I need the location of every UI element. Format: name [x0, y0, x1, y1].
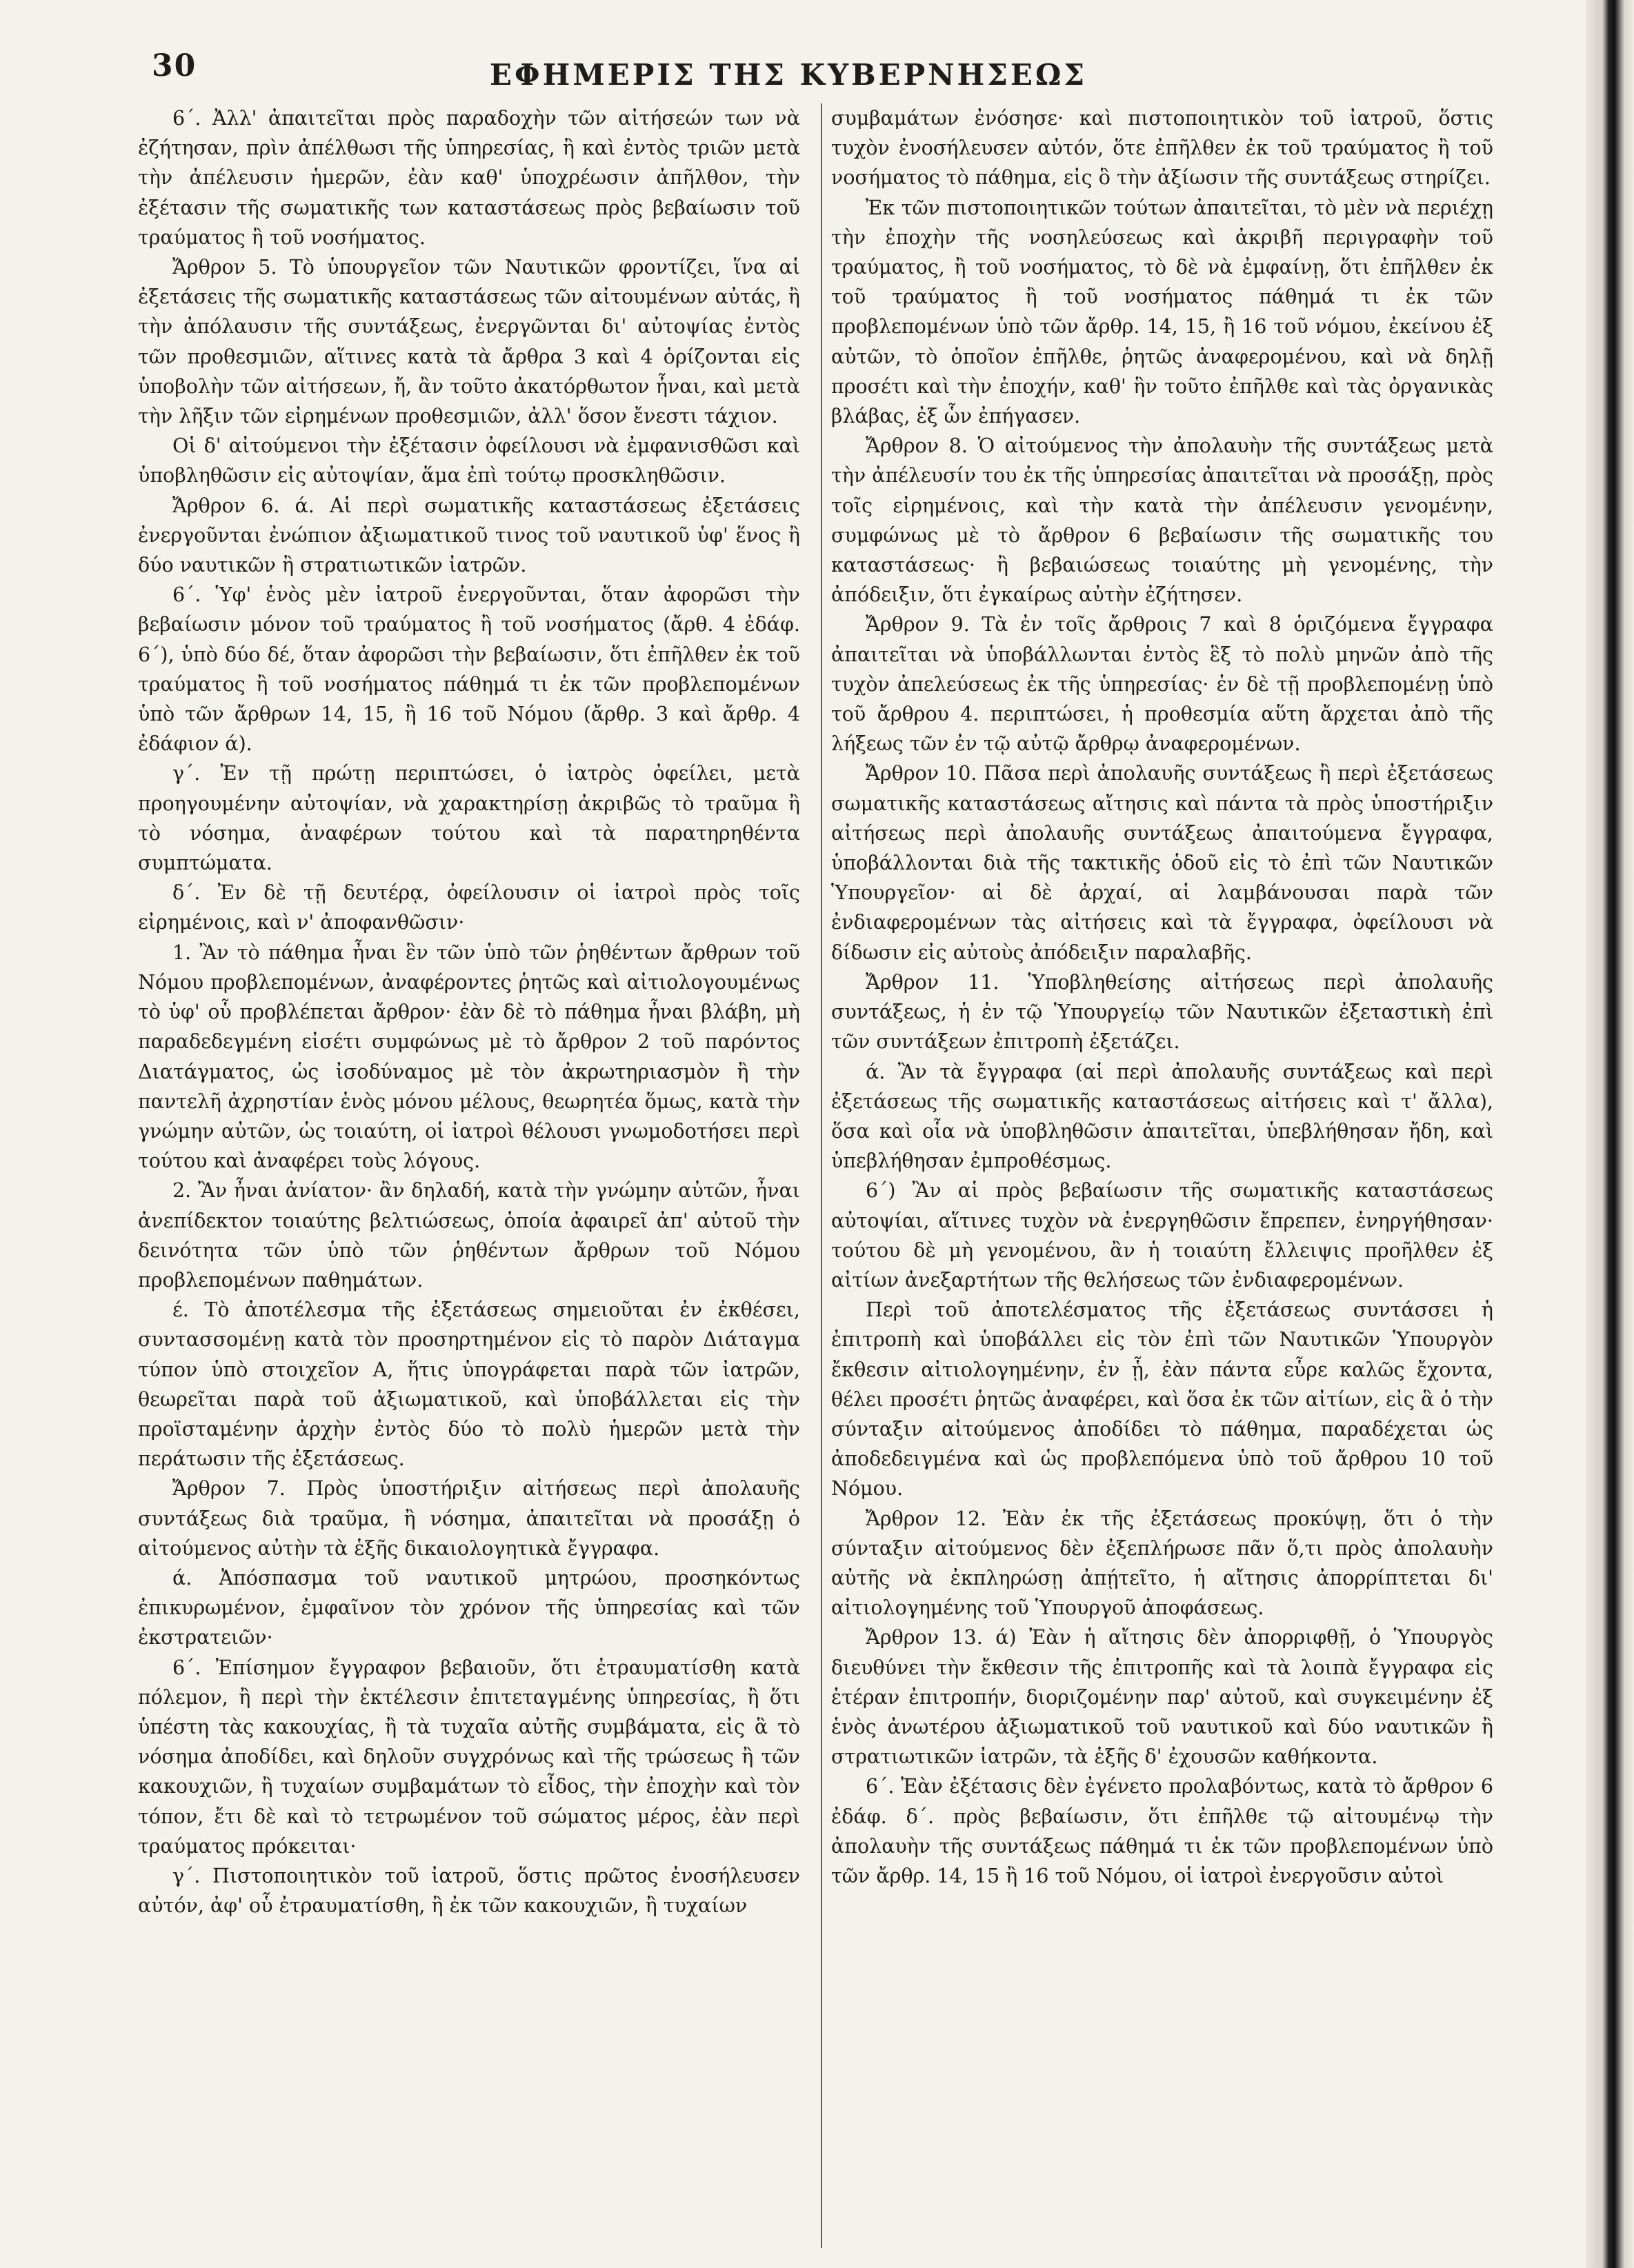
left-paragraph: 6΄. Ὑφ' ἑνὸς μὲν ἰατροῦ ἐνεργοῦνται, ὅταν ἀφορῶσι τὴν βεβαίωσιν μόνον τοῦ τραύματος ἢ τοῦ νοσήματος (ἄρθ. 4 ἐδάφ. 6΄), ὑπὸ δύο δέ, ὅταν ἀφορῶσι τὴν βεβαίωσιν, ὅτι ἐπῆλθεν ἐκ τοῦ τραύματος ἢ τοῦ νοσήματος πάθημά τι ἐκ τῶν προβλεπομένων ὑπὸ τῶν ἄρθρων 14, 15, ἢ 16 τοῦ Νόμου (ἄρθρ. 3 καὶ ἄρθρ. 4 ἐδάφιον ά).: [138, 583, 800, 756]
left-paragraph: δ΄. Ἐν δὲ τῇ δευτέρᾳ, ὀφείλουσιν οἱ ἰατροὶ πρὸς τοῖς εἰρημένοις, καὶ ν' ἀποφανθῶσιν·: [138, 881, 800, 934]
right-paragraph: Ἄρθρον 11. Ὑποβληθείσης αἰτήσεως περὶ ἀπολαυῆς συντάξεως, ἡ ἐν τῷ Ὑπουργείῳ τῶν Ναυτικῶν ἐξεταστικὴ ἐπὶ τῶν συντάξεων ἐπιτροπὴ ἐξετάζει.: [831, 970, 1493, 1054]
right-column: [831, 103, 1493, 2248]
left-paragraph: γ΄. Πιστοποιητικὸν τοῦ ἰατροῦ, ὅστις πρῶτος ἐνοσήλευσεν αὐτόν, ἀφ' οὗ ἐτραυματίσθη, ἢ ἐκ τῶν κακουχιῶν, ἢ τυχαίων: [138, 1864, 800, 1918]
right-paragraph: Ἐκ τῶν πιστοποιητικῶν τούτων ἀπαιτεῖται, τὸ μὲν νὰ περιέχῃ τὴν ἐποχὴν τῆς νοσηλεύσεως καὶ ἀκριβῆ περιγραφὴν τοῦ τραύματος, ἢ τοῦ νοσήματος, τὸ δὲ νὰ ἐμφαίνῃ, ὅτι ἐπῆλθεν ἐκ τοῦ τραύματος ἢ τοῦ νοσήματος πάθημά τι ἐκ τῶν προβλεπομένων ὑπὸ τῶν ἄρθρ. 14, 15, ἢ 16 τοῦ νόμου, ἐκείνου ἐξ αὐτῶν, τὸ ὁποῖον ἐπῆλθε, ῥητῶς ἀναφερομένου, καὶ νὰ δηλῇ προσέτι καὶ τὴν ἐποχήν, καθ' ἣν τοῦτο ἐπῆλθε καὶ τὰς ὀργανικὰς βλάβας, ἐξ ὧν ἐπήγασεν.: [831, 196, 1493, 428]
right-paragraph: Ἄρθρον 8. Ὁ αἰτούμενος τὴν ἀπολαυὴν τῆς συντάξεως μετὰ τὴν ἀπέλευσίν του ἐκ τῆς ὑπηρεσίας ἀπαιτεῖται νὰ προσάξῃ, πρὸς τοῖς εἰρημένοις, καὶ τὴν κατὰ τὴν ἀπέλευσιν γενομένην, συμφώνως μὲ τὸ ἄρθρον 6 βεβαίωσιν τῆς σωματικῆς του καταστάσεως· ἢ βεβαιώσεως τοιαύτης μὴ γενομένης, τὴν ἀπόδειξιν, ὅτι ἐγκαίρως αὐτὴν ἐζήτησεν.: [831, 434, 1493, 607]
right-paragraph: Περὶ τοῦ ἀποτελέσματος τῆς ἐξετάσεως συντάσσει ἡ ἐπιτροπὴ καὶ ὑποβάλλει εἰς τὸν ἐπὶ τῶν Ναυτικῶν Ὑπουργὸν ἔκθεσιν αἰτιολογημένην, ἐν ᾗ, ἐὰν πάντα εὗρε καλῶς ἔχοντα, θέλει προσέτι ῥητῶς ἀναφέρει, καὶ ὅσα ἐκ τῶν αἰτίων, εἰς ἃ ὁ τὴν σύνταξιν αἰτούμενος ἀποδίδει τὸ πάθημα, παραδέχεται ὡς ἀποδεδειγμένα καὶ ὡς προβλεπόμενα ὑπὸ τοῦ ἄρθρου 10 τοῦ Νόμου.: [831, 1298, 1493, 1501]
left-paragraph: γ΄. Ἐν τῇ πρώτῃ περιπτώσει, ὁ ἰατρὸς ὀφείλει, μετὰ προηγουμένην αὐτοψίαν, νὰ χαρακτηρίσῃ ἀκριβῶς τὸ τραῦμα ἢ τὸ νόσημα, ἀναφέρων τούτου καὶ τὰ παρατηρηθέντα συμπτώματα.: [138, 762, 800, 875]
left-paragraph: Ἄρθρον 5. Τὸ ὑπουργεῖον τῶν Ναυτικῶν φροντίζει, ἵνα αἱ ἐξετάσεις τῆς σωματικῆς καταστάσεως τῶν αἰτουμένων αὐτάς, ἢ τὴν ἀπόλαυσιν τῆς συντάξεως, ἐνεργῶνται δι' αὐτοψίας ἐντὸς τῶν προθεσμιῶν, αἵτινες κατὰ τὰ ἄρθρα 3 καὶ 4 ὁρίζονται εἰς ὑποβολὴν τῶν αἰτήσεων, ἤ, ἂν τοῦτο ἀκατόρθωτον ἦναι, καὶ μετὰ τὴν λῆξιν τῶν εἰρημένων προθεσμιῶν, ἀλλ' ὅσον ἔνεστι τάχιον.: [138, 256, 800, 428]
left-paragraph: 6΄. Ἐπίσημον ἔγγραφον βεβαιοῦν, ὅτι ἐτραυματίσθη κατὰ πόλεμον, ἢ περὶ τὴν ἐκτέλεσιν ἐπιτεταγμένης ὑπηρεσίας, ἢ ὅτι ὑπέστη τὰς κακουχίας, ἢ τὰ τυχαῖα αὐτῆς συμβάματα, εἰς ἃ τὸ νόσημα ἀποδίδει, καὶ δηλοῦν συγχρόνως καὶ τῆς τρώσεως ἢ τῶν κακουχιῶν, ἢ τυχαίων συμβαμάτων τὸ εἶδος, τὴν ἐποχὴν καὶ τὸν τόπον, ἔτι δὲ καὶ τὸ τετρωμένον τοῦ σώματος μέρος, ἐὰν περὶ τραύματος πρόκειται·: [138, 1656, 800, 1858]
right-paragraph: Ἄρθρον 12. Ἐὰν ἐκ τῆς ἐξετάσεως προκύψῃ, ὅτι ὁ τὴν σύνταξιν αἰτούμενος δὲν ἐξεπλήρωσε πᾶν ὅ,τι πρὸς ἀπολαυὴν αὐτῆς νὰ ἐκπληρώσῃ ἀπῄτεῖτο, ἡ αἴτησις ἀπορρίπτεται δι' αἰτιολογημένης τοῦ Ὑπουργοῦ ἀποφάσεως.: [831, 1507, 1493, 1620]
left-paragraph: Οἱ δ' αἰτούμενοι τὴν ἐξέτασιν ὀφείλουσι νὰ ἐμφανισθῶσι καὶ ὑποβληθῶσιν εἰς αὐτοψίαν, ἅμα ἐπὶ τούτῳ προσκληθῶσιν.: [138, 434, 800, 488]
right-paragraph: Ἄρθρον 10. Πᾶσα περὶ ἀπολαυῆς συντάξεως ἢ περὶ ἐξετάσεως σωματικῆς καταστάσεως αἴτησις καὶ πάντα τὰ πρὸς ὑποστήριξιν αἰτήσεως περὶ ἀπολαυῆς συντάξεως ἀπαιτούμενα ἔγγραφα, ὑποβάλλονται διὰ τῆς τακτικῆς ὁδοῦ εἰς τὸ ἐπὶ τῶν Ναυτικῶν Ὑπουργεῖον· αἱ δὲ ἀρχαί, αἱ λαμβάνουσαι παρὰ τῶν ἐνδιαφερομένων τὰς αἰτήσεις καὶ τὰ ἔγγραφα, ὀφείλουσι νὰ δίδωσιν εἰς αὐτοὺς ἀπόδειξιν παραλαβῆς.: [831, 762, 1493, 964]
left-paragraph: έ. Τὸ ἀποτέλεσμα τῆς ἐξετάσεως σημειοῦται ἐν ἐκθέσει, συντασσομένῃ κατὰ τὸν προσηρτημένον εἰς τὸ παρὸν Διάταγμα τύπον ὑπὸ στοιχεῖον Α, ἥτις ὑπογράφεται παρὰ τῶν ἰατρῶν, θεωρεῖται παρὰ τοῦ ἀξιωματικοῦ, καὶ ὑποβάλλεται εἰς τὴν προϊσταμένην ἀρχὴν ἐντὸς δύο τὸ πολὺ ἡμερῶν μετὰ τὴν περάτωσιν τῆς ἐξετάσεως.: [138, 1298, 800, 1471]
right-paragraph: συμβαμάτων ἐνόσησε· καὶ πιστοποιητικὸν τοῦ ἰατροῦ, ὅστις τυχὸν ἐνοσήλευσεν αὐτόν, ὅτε ἐπῆλθεν ἐκ τοῦ τραύματος ἢ τοῦ νοσήματος τὸ πάθημα, εἰς ὃ τὴν ἀξίωσιν τῆς συντάξεως στηρίζει.: [831, 107, 1493, 190]
right-paragraph: Ἄρθρον 13. ά) Ἐὰν ἡ αἴτησις δὲν ἀπορριφθῇ, ὁ Ὑπουργὸς διευθύνει τὴν ἔκθεσιν τῆς ἐπιτροπῆς καὶ τὰ λοιπὰ ἔγγραφα εἰς ἑτέραν ἐπιτροπήν, διοριζομένην παρ' αὐτοῦ, καὶ συγκειμένην ἐξ ἑνὸς ἀνωτέρου ἀξιωματικοῦ τοῦ ναυτικοῦ καὶ δύο ναυτικῶν ἢ στρατιωτικῶν ἰατρῶν, τὰ ἑξῆς δ' ἐχουσῶν καθήκοντα.: [831, 1626, 1493, 1769]
page-header: [131, 48, 1531, 103]
left-paragraph: Ἄρθρον 6. ά. Αἱ περὶ σωματικῆς καταστάσεως ἐξετάσεις ἐνεργοῦνται ἐνώπιον ἀξιωματικοῦ τινος τοῦ ναυτικοῦ ὑφ' ἕνος ἢ δύο ναυτικῶν ἢ στρατιωτικῶν ἰατρῶν.: [138, 494, 800, 577]
right-paragraph: ά. Ἂν τὰ ἔγγραφα (αἱ περὶ ἀπολαυῆς συντάξεως καὶ περὶ ἐξετάσεως τῆς σωματικῆς καταστάσεως αἰτήσεις καὶ τ' ἄλλα), ὅσα καὶ οἷα νὰ ὑποβληθῶσιν ἀπαιτεῖται, ὑπεβλήθησαν ἤδη, καὶ ὑπεβλήθησαν ἐμπροθέσμως.: [831, 1060, 1493, 1173]
left-paragraph: 6΄. Ἀλλ' ἀπαιτεῖται πρὸς παραδοχὴν τῶν αἰτήσεών των νὰ ἐζήτησαν, πρὶν ἀπέλθωσι τῆς ὑπηρεσίας, ἢ καὶ ἐντὸς τριῶν μετὰ τὴν ἀπέλευσιν ἡμερῶν, ἐὰν καθ' ὑποχρέωσιν ἀπῆλθον, τὴν ἐξέτασιν τῆς σωματικῆς των καταστάσεως πρὸς βεβαίωσιν τοῦ τραύματος ἢ τοῦ νοσήματος.: [138, 107, 800, 249]
left-column: [138, 103, 800, 2248]
right-paragraph: 6΄) Ἂν αἱ πρὸς βεβαίωσιν τῆς σωματικῆς καταστάσεως αὐτοψίαι, αἵτινες τυχὸν νὰ ἐνεργηθῶσιν ἔπρεπεν, ἐνηργήθησαν· τούτου δὲ μὴ γενομένου, ἂν ἡ τοιαύτη ἔλλειψις προῆλθεν ἐξ αἰτίων ἀνεξαρτήτων τῆς θελήσεως τῶν ἐνδιαφερομένων.: [831, 1179, 1493, 1292]
right-paragraph: Ἄρθρον 9. Τὰ ἐν τοῖς ἄρθροις 7 καὶ 8 ὁριζόμενα ἔγγραφα ἀπαιτεῖται νὰ ὑποβάλλωνται ἐντὸς ἓξ τὸ πολὺ μηνῶν ἀπὸ τῆς τυχὸν ἀπελεύσεως ἐκ τῆς ὑπηρεσίας· ἐν δὲ τῇ προβλεπομένῃ ὑπὸ τοῦ ἄρθρου 4. περιπτώσει, ἡ προθεσμία αὕτη ἄρχεται ἀπὸ τῆς λήξεως τῶν ἐν τῷ αὐτῷ ἄρθρῳ ἀναφερομένων.: [831, 613, 1493, 756]
running-head-title: ΕΦΗΜΕΡΙΣ ΤΗΣ ΚΥΒΕΡΝΗΣΕΩΣ: [490, 58, 1088, 92]
left-paragraph: ά. Ἀπόσπασμα τοῦ ναυτικοῦ μητρώου, προσηκόντως ἐπικυρωμένον, ἐμφαῖνον τὸν χρόνον τῆς ὑπηρεσίας καὶ τῶν ἐκστρατειῶν·: [138, 1566, 800, 1649]
binding-gutter: [1586, 0, 1634, 2268]
left-paragraph: 1. Ἂν τὸ πάθημα ἦναι ἓν τῶν ὑπὸ τῶν ῥηθέντων ἄρθρων τοῦ Νόμου προβλεπομένων, ἀναφέροντες ῥητῶς καὶ αἰτιολογουμένως τὸ ὑφ' οὗ προβλέπεται ἄρθρον· ἐὰν δὲ τὸ πάθημα ἦναι βλάβη, μὴ παραδεδεγμένη εἰσέτι συμφώνως μὲ τὸ ἄρθρον 2 τοῦ παρόντος Διατάγματος, ὡς ἰσοδύναμος μὲ τὸν ἀκρωτηριασμὸν ἢ τὴν παντελῆ ἀχρηστίαν ἑνὸς μόνου μέλους, θεωρητέα ὅμως, κατὰ τὴν γνώμην αὐτῶν, ὡς τοιαύτη, οἱ ἰατροὶ θέλουσι γνωμοδοτήσει περὶ τούτου καὶ ἀναφέρει τοὺς λόγους.: [138, 941, 800, 1173]
left-paragraph: Ἄρθρον 7. Πρὸς ὑποστήριξιν αἰτήσεως περὶ ἀπολαυῆς συντάξεως διὰ τραῦμα, ἢ νόσημα, ἀπαιτεῖται νὰ προσάξῃ ὁ αἰτούμενος αὐτὴν τὰ ἑξῆς δικαιολογητικὰ ἔγγραφα.: [138, 1477, 800, 1560]
page-number: 30: [152, 48, 197, 83]
left-paragraph: 2. Ἂν ἦναι ἀνίατον· ἂν δηλαδή, κατὰ τὴν γνώμην αὐτῶν, ἦναι ἀνεπίδεκτον τοιαύτης βελτιώσεως, ὁποία ἀφαιρεῖ ἀπ' αὐτοῦ τὴν δεινότητα τῶν ὑπὸ τῶν ῥηθέντων ἄρθρων τοῦ Νόμου προβλεπομένων παθημάτων.: [138, 1179, 800, 1292]
column-divider: [821, 103, 822, 2248]
right-paragraph: 6΄. Ἐὰν ἐξέτασις δὲν ἐγένετο προλαβόντως, κατὰ τὸ ἄρθρον 6 ἐδάφ. δ΄. πρὸς βεβαίωσιν, ὅτι ἐπῆλθε τῷ αἰτουμένῳ τὴν ἀπολαυὴν τῆς συντάξεως πάθημά τι ἐκ τῶν προβλεπομένων ὑπὸ τῶν ἄρθρ. 14, 15 ἢ 16 τοῦ Νόμου, οἱ ἰατροὶ ἐνεργοῦσιν αὐτοὶ: [831, 1775, 1493, 1887]
